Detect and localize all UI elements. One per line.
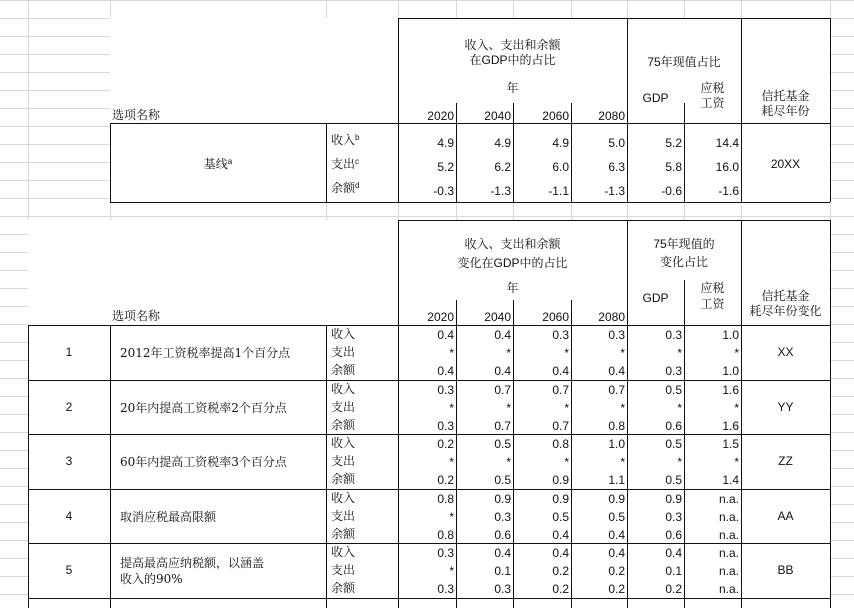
table2-cell: n.a. <box>718 510 739 524</box>
table2-cell: 0.2 <box>608 582 625 596</box>
footnote-marker: b <box>355 133 360 142</box>
gridline-horizontal <box>0 0 854 1</box>
table1-cell: 14.4 <box>715 136 739 150</box>
table2-cell: * <box>564 401 569 415</box>
table2-cell: 0.3 <box>494 510 511 524</box>
table1-option-name-header: 选项名称 <box>112 108 161 122</box>
table2-cell: 0.5 <box>665 473 682 487</box>
table2-cell: 1.6 <box>722 419 739 433</box>
table1-metric-label: 余额$^d$ <box>331 181 360 195</box>
table2-metric-label: 收入 <box>331 545 356 559</box>
table1-taxable-header-2: 工资 <box>700 96 725 110</box>
gridline-horizontal <box>0 216 854 217</box>
border-line <box>627 220 628 608</box>
table2-metric-label: 收入 <box>331 327 356 341</box>
table2-cell: 0.2 <box>437 473 454 487</box>
border-line <box>326 123 327 202</box>
table1-row-label: 基线$^a$ <box>203 157 233 171</box>
border-line <box>456 300 457 608</box>
table2-option-number: 5 <box>65 563 73 577</box>
table1-cell: 4.9 <box>552 136 569 150</box>
table2-metric-label: 支出 <box>331 400 356 414</box>
table2-share-title: 收入、支出和余额 <box>464 237 561 251</box>
border-line <box>110 123 111 202</box>
table2-cell: 0.3 <box>494 582 511 596</box>
table2-option-name: 收入的90% <box>120 572 183 586</box>
table1-cell: -1.3 <box>604 184 625 198</box>
table2-metric-label: 余额 <box>331 418 356 432</box>
table2-cell: 0.9 <box>665 492 682 506</box>
table1-cell: -0.6 <box>661 184 682 198</box>
table2-cell: * <box>677 455 682 469</box>
table2-cell: 0.5 <box>494 473 511 487</box>
table2-option-name: 2012年工资税率提高1个百分点 <box>120 346 291 360</box>
table1-metric-label: 支出$^c$ <box>331 157 360 171</box>
table2-cell: 0.3 <box>552 328 569 342</box>
border-line <box>28 380 830 381</box>
table2-cell: 0.2 <box>552 564 569 578</box>
table2-cell: 1.0 <box>722 328 739 342</box>
table2-cell: * <box>734 401 739 415</box>
table1-year-2080: 2080 <box>598 109 625 123</box>
table2-option-name: 提高最高应纳税额，以涵盖 <box>120 556 265 570</box>
table2-cell: n.a. <box>718 528 739 542</box>
table2-cell: 0.3 <box>437 582 454 596</box>
table2-metric-label: 支出 <box>331 563 356 577</box>
table2-cell: 0.8 <box>552 437 569 451</box>
table2-depletion-change: ZZ <box>778 454 793 468</box>
table2-pv-title-2: 变化占比 <box>659 255 708 269</box>
table1-share-title: 收入、支出和余额 <box>464 38 561 52</box>
table1-year-2060: 2060 <box>542 109 569 123</box>
table2-cell: 0.8 <box>608 419 625 433</box>
table2-cell: 0.4 <box>665 546 682 560</box>
table2-share-title-2: 变化在GDP中的占比 <box>457 256 568 270</box>
table2-depletion-change: XX <box>777 345 794 359</box>
table2-cell: * <box>449 346 454 360</box>
table2-cell: * <box>564 455 569 469</box>
table2-option-number: 4 <box>65 509 73 523</box>
table2-cell: 0.9 <box>608 492 625 506</box>
table2-cell: 0.2 <box>608 564 625 578</box>
table2-year-2080: 2080 <box>598 310 625 324</box>
table2-cell: 0.4 <box>608 546 625 560</box>
border-line <box>28 598 830 599</box>
table2-metric-label: 支出 <box>331 454 356 468</box>
border-line <box>456 103 457 202</box>
table1-metric-label: 收入$^b$ <box>331 133 360 147</box>
border-line <box>398 18 399 202</box>
table2-cell: * <box>677 401 682 415</box>
table2-taxable-header: 应税 <box>700 281 725 295</box>
border-line <box>830 220 831 608</box>
footnote-marker: a <box>227 157 233 166</box>
table2-cell: * <box>734 346 739 360</box>
table2-cell: 0.6 <box>665 528 682 542</box>
table2-cell: * <box>620 455 625 469</box>
table2-cell: * <box>506 401 511 415</box>
table2-cell: 0.4 <box>437 364 454 378</box>
table2-cell: 0.3 <box>437 383 454 397</box>
border-line <box>513 103 514 202</box>
table2-cell: 0.7 <box>552 383 569 397</box>
table2-option-name: 20年内提高工资税率2个百分点 <box>120 401 287 415</box>
table1-cell: -1.1 <box>548 184 569 198</box>
table2-cell: 1.6 <box>722 383 739 397</box>
table2-depletion-change: AA <box>777 509 794 523</box>
table2-cell: 0.4 <box>552 528 569 542</box>
table2-cell: 0.3 <box>665 364 682 378</box>
table2-cell: 0.6 <box>665 419 682 433</box>
table2-cell: * <box>449 401 454 415</box>
table2-depletion-change: YY <box>777 400 794 414</box>
table2-cell: 0.6 <box>494 528 511 542</box>
table2-cell: 0.9 <box>552 492 569 506</box>
footnote-marker: c <box>355 157 360 166</box>
border-line <box>28 325 29 608</box>
table2-cell: 0.8 <box>437 528 454 542</box>
border-line <box>28 325 830 326</box>
table2-gdp-header: GDP <box>642 291 669 305</box>
border-line <box>571 300 572 608</box>
table2-cell: * <box>449 510 454 524</box>
table2-metric-label: 支出 <box>331 345 356 359</box>
table1-year-2040: 2040 <box>484 109 511 123</box>
table2-year-2060: 2060 <box>542 310 569 324</box>
table1-trust-header-2: 耗尽年份 <box>761 104 810 118</box>
table2-trust-header-2: 耗尽年份变化 <box>749 304 822 318</box>
table2-cell: 0.4 <box>552 364 569 378</box>
table2-cell: 0.4 <box>552 546 569 560</box>
table2-cell: * <box>734 455 739 469</box>
table1-cell: 6.3 <box>608 160 625 174</box>
table1-cell: -0.3 <box>433 184 454 198</box>
table2-cell: 1.5 <box>722 437 739 451</box>
table2-option-number: 3 <box>65 454 73 468</box>
border-line <box>398 220 399 608</box>
table1-cell: 6.0 <box>552 160 569 174</box>
table2-pv-title: 75年现值的 <box>653 237 715 251</box>
table2-cell: * <box>506 455 511 469</box>
table2-cell: 0.3 <box>437 419 454 433</box>
table2-cell: 0.5 <box>608 510 625 524</box>
table1-share-title-2: 在GDP中的占比 <box>469 53 556 67</box>
table2-cell: 0.4 <box>494 328 511 342</box>
table2-metric-label: 余额 <box>331 363 356 377</box>
table2-cell: n.a. <box>718 582 739 596</box>
table2-option-name: 取消应税最高限额 <box>120 510 217 524</box>
table2-metric-label: 支出 <box>331 509 356 523</box>
table2-cell: n.a. <box>718 564 739 578</box>
table2-option-number: 1 <box>65 345 73 359</box>
table2-cell: 0.7 <box>494 383 511 397</box>
table1-cell: 6.2 <box>494 160 511 174</box>
border-line <box>28 434 830 435</box>
table2-cell: 0.4 <box>608 364 625 378</box>
table2-cell: * <box>449 455 454 469</box>
table1-cell: 5.0 <box>608 136 625 150</box>
table2-taxable-header-2: 工资 <box>700 297 725 311</box>
table2-depletion-change: BB <box>777 563 794 577</box>
table2-cell: 1.0 <box>608 437 625 451</box>
table2-metric-label: 收入 <box>331 436 356 450</box>
table2-metric-label: 余额 <box>331 527 356 541</box>
table2-trust-header: 信托基金 <box>761 289 810 303</box>
border-line <box>28 489 830 490</box>
table1-gdp-header: GDP <box>642 91 669 105</box>
table2-option-name: 60年内提高工资税率3个百分点 <box>120 455 287 469</box>
table2-cell: 0.7 <box>608 383 625 397</box>
table2-cell: 0.2 <box>437 437 454 451</box>
table2-cell: 1.1 <box>608 473 625 487</box>
footnote-marker: d <box>355 181 360 190</box>
table1-cell: 4.9 <box>494 136 511 150</box>
border-line <box>326 325 327 608</box>
table2-metric-label: 余额 <box>331 581 356 595</box>
table2-metric-label: 收入 <box>331 491 356 505</box>
table2-cell: 0.1 <box>665 564 682 578</box>
table2-cell: 1.4 <box>722 473 739 487</box>
table2-year-2020: 2020 <box>427 310 454 324</box>
table2-cell: 0.5 <box>552 510 569 524</box>
table2-cell: * <box>620 346 625 360</box>
table2-cell: 0.5 <box>665 383 682 397</box>
table2-cell: n.a. <box>718 546 739 560</box>
table1-taxable-header: 应税 <box>700 81 725 95</box>
table2-metric-label: 余额 <box>331 472 356 486</box>
table2-cell: 0.4 <box>494 364 511 378</box>
border-line <box>741 18 742 202</box>
table2-cell: 0.5 <box>665 437 682 451</box>
table2-cell: 0.8 <box>437 492 454 506</box>
table2-cell: * <box>506 346 511 360</box>
table1-cell: 5.2 <box>665 136 682 150</box>
table2-cell: 0.2 <box>552 582 569 596</box>
table1-pv-title: 75年现值占比 <box>647 55 721 69</box>
table2-top-border <box>398 220 830 221</box>
border-line <box>28 543 830 544</box>
table2-cell: 0.3 <box>665 328 682 342</box>
table1-year-2020: 2020 <box>427 109 454 123</box>
border-line <box>110 325 111 608</box>
table2-cell: 0.4 <box>494 546 511 560</box>
table1-cell: 5.2 <box>437 160 454 174</box>
table2-cell: 0.9 <box>494 492 511 506</box>
border-line <box>110 202 830 203</box>
border-line <box>513 300 514 608</box>
border-line <box>110 123 830 124</box>
table2-cell: n.a. <box>718 492 739 506</box>
table2-cell: * <box>449 564 454 578</box>
border-line <box>830 18 831 202</box>
table1-year-label: 年 <box>506 81 519 95</box>
table1-trust-header: 信托基金 <box>761 89 810 103</box>
table2-option-number: 2 <box>65 400 73 414</box>
table1-top-border <box>398 18 830 19</box>
table1-cell: 5.8 <box>665 160 682 174</box>
table2-cell: * <box>677 346 682 360</box>
table2-cell: * <box>564 346 569 360</box>
table2-cell: 0.3 <box>437 546 454 560</box>
table2-cell: 0.7 <box>494 419 511 433</box>
table1-cell: 16.0 <box>715 160 739 174</box>
table1-cell: 4.9 <box>437 136 454 150</box>
table2-cell: 0.9 <box>552 473 569 487</box>
table2-cell: 0.7 <box>552 419 569 433</box>
table2-cell: 0.5 <box>494 437 511 451</box>
border-line <box>684 280 685 608</box>
table1-cell: -1.3 <box>490 184 511 198</box>
table2-cell: 0.3 <box>608 328 625 342</box>
table1-cell: -1.6 <box>718 184 739 198</box>
table2-cell: 0.1 <box>494 564 511 578</box>
table2-cell: 0.2 <box>665 582 682 596</box>
table2-year-label: 年 <box>506 281 519 295</box>
table2-year-2040: 2040 <box>484 310 511 324</box>
table2-cell: * <box>620 401 625 415</box>
table2-cell: 1.0 <box>722 364 739 378</box>
border-line <box>571 103 572 202</box>
table2-cell: 0.4 <box>437 328 454 342</box>
table2-cell: 0.4 <box>608 528 625 542</box>
table2-cell: 0.3 <box>665 510 682 524</box>
border-line <box>741 220 742 608</box>
border-line <box>684 103 685 202</box>
border-line <box>627 18 628 202</box>
table2-metric-label: 收入 <box>331 382 356 396</box>
table2-option-name-header: 选项名称 <box>112 309 161 323</box>
table1-depletion-year: 20XX <box>770 157 801 171</box>
